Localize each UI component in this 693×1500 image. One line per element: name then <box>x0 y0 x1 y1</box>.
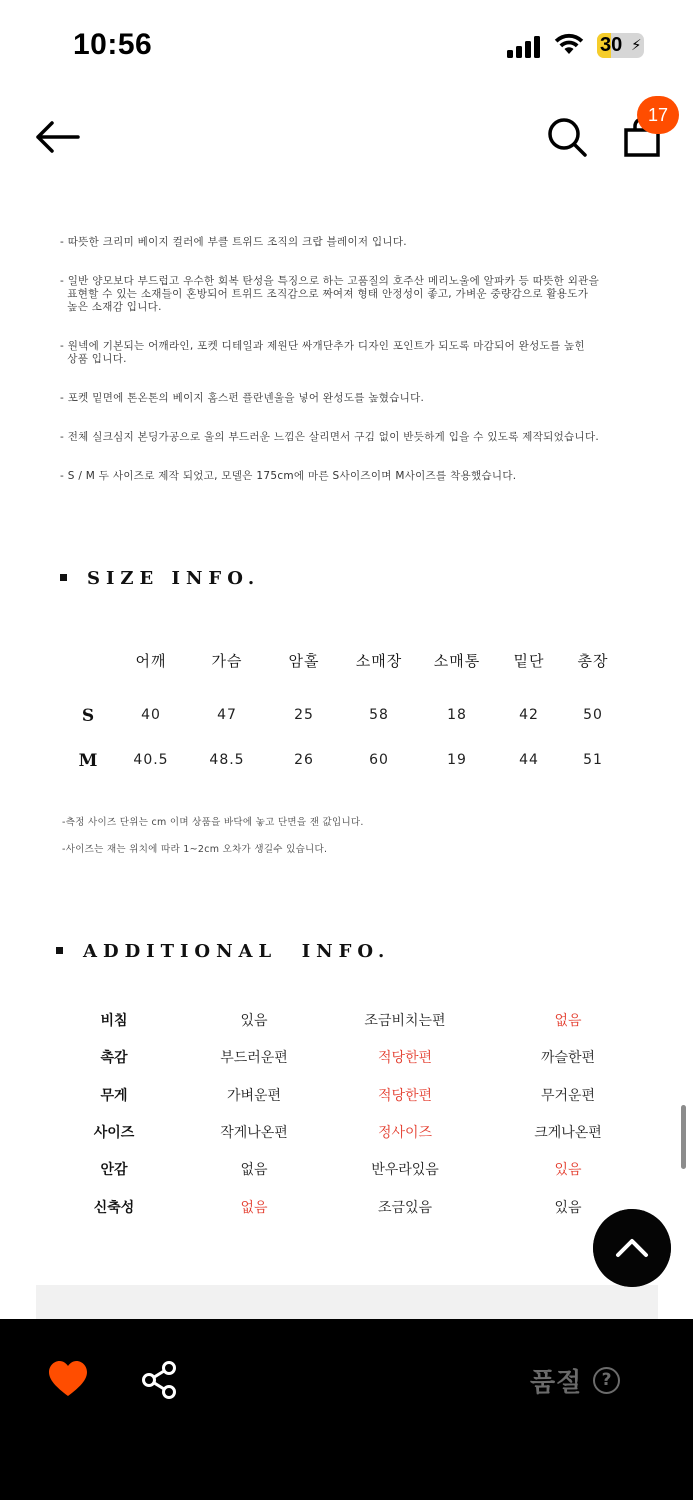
back-arrow-icon[interactable] <box>34 117 80 157</box>
size-cell: 18 <box>447 707 467 723</box>
additional-info-option: 없음 <box>240 1199 268 1216</box>
size-column-header: 어깨 <box>135 652 167 670</box>
additional-info-option: 적당한편 <box>377 1087 433 1104</box>
soldout-label: 품절 <box>530 1368 583 1398</box>
additional-info-option: 가벼운편 <box>226 1087 282 1104</box>
additional-info-option: 부드러운편 <box>220 1050 288 1067</box>
additional-info-option: 있음 <box>240 1013 268 1029</box>
status-time: 10:56 <box>73 28 153 61</box>
additional-info-option: 있음 <box>554 1162 582 1179</box>
description-paragraph: - 따뜻한 크리미 베이지 컬러에 부클 트위드 조직의 크랍 블레이저 입니다. <box>60 236 407 248</box>
additional-info-option: 정사이즈 <box>377 1124 433 1141</box>
additional-info-option: 적당한편 <box>377 1050 433 1067</box>
size-cell: 58 <box>369 707 389 723</box>
section-bullet-icon <box>60 574 67 581</box>
size-column-header: 총장 <box>577 652 609 670</box>
additional-info-option: 무거운편 <box>540 1087 596 1104</box>
size-cell: 44 <box>519 752 539 768</box>
cart-count-badge: 17 <box>637 96 679 134</box>
additional-info-option: 없음 <box>240 1162 268 1179</box>
additional-info-title: ADDITIONAL INFO. <box>56 941 390 962</box>
additional-info-label: 촉감 <box>100 1050 128 1067</box>
share-icon[interactable] <box>140 1360 178 1400</box>
size-column-header: 소매장 <box>355 652 403 670</box>
search-icon[interactable] <box>546 116 588 158</box>
size-row-label: S <box>81 706 95 726</box>
size-info-title: SIZE INFO. <box>60 568 260 589</box>
cellular-signal-icon <box>507 34 543 58</box>
scrollbar[interactable] <box>681 1105 686 1169</box>
battery-icon <box>597 33 644 58</box>
size-column-header: 암홀 <box>288 652 320 670</box>
size-cell: 19 <box>447 752 467 768</box>
additional-info-label: 안감 <box>100 1162 128 1179</box>
additional-info-option: 반우라있음 <box>371 1162 439 1179</box>
description-paragraph: - 전체 실크심지 본딩가공으로 울의 부드러운 느낌은 살리면서 구김 없이 반듯하게 입을 수 있도록 제작되었습니다. <box>60 431 600 443</box>
size-note: -사이즈는 재는 위치에 따라 1~2cm 오차가 생길수 있습니다. <box>62 844 328 855</box>
size-cell: 40 <box>141 707 161 723</box>
battery-percentage: 30 <box>600 34 623 56</box>
additional-info-label: 비침 <box>100 1013 128 1029</box>
additional-info-option: 조금비치는편 <box>364 1013 446 1029</box>
additional-info-label: 무게 <box>100 1087 128 1104</box>
help-icon[interactable]: ? <box>593 1367 620 1394</box>
description-paragraph: - 포켓 밑면에 톤온톤의 베이지 홈스펀 플란넨울을 넣어 완성도를 높혔습니다. <box>60 392 425 404</box>
size-cell: 50 <box>583 707 603 723</box>
size-cell: 60 <box>369 752 389 768</box>
additional-info-label: 사이즈 <box>93 1124 135 1141</box>
size-row-label: M <box>78 751 98 771</box>
heart-icon[interactable] <box>48 1360 88 1398</box>
size-cell: 47 <box>217 707 237 723</box>
size-column-header: 소매통 <box>433 652 481 670</box>
additional-info-option: 까슬한편 <box>540 1050 596 1067</box>
product-description <box>60 236 660 509</box>
size-cell: 48.5 <box>209 752 245 768</box>
additional-info-option: 조금있음 <box>377 1199 433 1216</box>
description-paragraph: - 원넥에 기본되는 어깨라인, 포켓 디테일과 제원단 싸개단추가 디자인 포인트가 되도록 마감되어 완성도를 높힌 상품 입니다. <box>60 340 585 365</box>
bottom-action-bar <box>0 1319 693 1500</box>
size-column-header: 가슴 <box>211 652 243 670</box>
size-column-header: 밑단 <box>513 652 545 670</box>
size-cell: 40.5 <box>133 752 169 768</box>
additional-info-option: 없음 <box>554 1013 582 1029</box>
description-paragraph: - S / M 두 사이즈로 제작 되었고, 모델은 175cm에 마른 S사이즈이며 M사이즈를 착용했습니다. <box>60 470 517 482</box>
section-bullet-icon <box>56 947 63 954</box>
additional-info-label: 신축성 <box>93 1199 135 1216</box>
size-cell: 25 <box>294 707 314 723</box>
scroll-to-top-button[interactable] <box>593 1209 671 1287</box>
wifi-icon <box>554 32 584 56</box>
size-cell: 26 <box>294 752 314 768</box>
additional-info-option: 있음 <box>554 1199 582 1216</box>
size-cell: 42 <box>519 707 539 723</box>
size-cell: 51 <box>583 752 603 768</box>
additional-info-option: 크게나온편 <box>534 1124 602 1141</box>
charging-bolt-icon: ⚡ <box>631 36 642 54</box>
size-note: -측정 사이즈 단위는 cm 이며 상품을 바닥에 놓고 단면을 잰 값입니다. <box>62 817 364 828</box>
additional-info-option: 작게나온편 <box>220 1124 288 1141</box>
description-paragraph: - 일반 양모보다 부드럽고 우수한 회복 탄성을 특징으로 하는 고품질의 호주산 메리노울에 알파카 등 따뜻한 외관을 표현할 수 있는 소재들이 혼방되어 트위드 조직감으로 짜여져 형태 안정성이 좋고, 가벼운 중량감으로 활용도가 높은 소재감 입니다. <box>60 275 600 313</box>
